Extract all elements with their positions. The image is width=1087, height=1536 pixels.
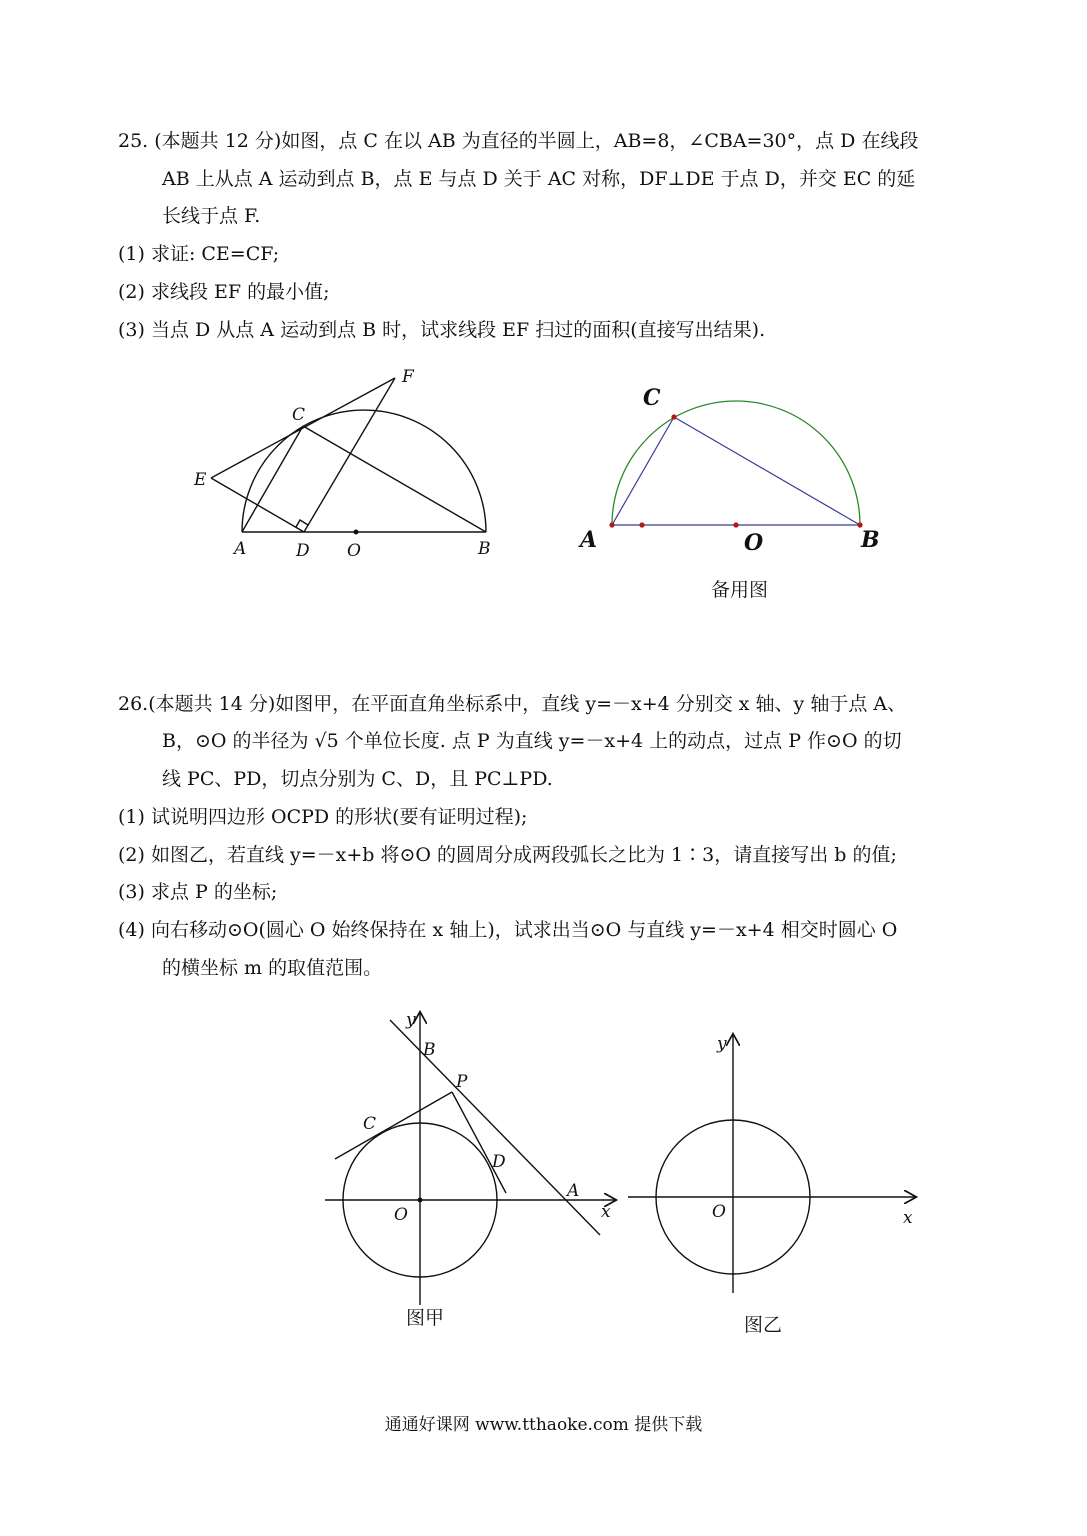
q26-part-4: (4) 向右移动⊙O(圆心 O 始终保持在 x 轴上)，试求出当⊙O 与直线 y=－x+4 相交时圆心 O <box>118 919 898 941</box>
q26-line-1: 26.(本题共 14 分)如图甲，在平面直角坐标系中，直线 y=－x+4 分别交 x 轴、y 轴于点 A、 <box>118 693 907 715</box>
q25-part-1: (1) 求证: CE=CF; <box>118 243 280 265</box>
axis-label-y: y <box>717 1034 727 1054</box>
segment-ed <box>211 478 304 532</box>
label-e: E <box>194 470 207 490</box>
backup-label-a: A <box>580 527 598 553</box>
q25-figure-main <box>180 360 520 570</box>
line-ab <box>390 1020 600 1235</box>
backup-figure-caption: 备用图 <box>711 579 769 601</box>
label-p: P <box>456 1072 468 1092</box>
q26-line-3: 线 PC、PD，切点分别为 C、D，且 PC⊥PD. <box>162 768 553 790</box>
axis-label-y: y <box>406 1010 416 1030</box>
q26-part-2: (2) 如图乙，若直线 y=－x+b 将⊙O 的圆周分成两段弧长之比为 1∶3，请直接写出 b 的值; <box>118 844 897 866</box>
right-angle-mark <box>296 520 308 527</box>
figure-a-caption: 图甲 <box>406 1307 445 1329</box>
q25-figure-backup <box>575 375 905 565</box>
label-o: O <box>394 1205 408 1225</box>
q26-figure-a <box>320 1005 630 1305</box>
label-o: O <box>347 541 361 561</box>
label-d: D <box>296 541 310 561</box>
segment-ac <box>242 426 303 532</box>
axis-label-x: x <box>903 1208 913 1228</box>
label-b: B <box>478 539 491 559</box>
label-a: A <box>567 1181 580 1201</box>
point-c <box>671 414 676 419</box>
q26-line-2: B，⊙O 的半径为 √5 个单位长度. 点 P 为直线 y=－x+4 上的动点，过点 P 作⊙O 的切 <box>162 730 902 752</box>
label-d: D <box>492 1152 506 1172</box>
semicircle-arc <box>242 410 486 532</box>
label-o: O <box>712 1202 726 1222</box>
q25-part-3: (3) 当点 D 从点 A 运动到点 B 时，试求线段 EF 扫过的面积(直接写出结果). <box>118 319 766 341</box>
q25-line-1: 25. (本题共 12 分)如图，点 C 在以 AB 为直径的半圆上，AB=8，∠CBA=30°，点 D 在线段 <box>118 130 919 152</box>
point-d <box>639 522 644 527</box>
label-a: A <box>234 539 247 559</box>
backup-segment-cb <box>674 417 860 525</box>
segment-cb <box>303 426 486 532</box>
tangent-pc <box>335 1092 452 1159</box>
axis-label-x: x <box>601 1202 611 1222</box>
q26-part-1: (1) 试说明四边形 OCPD 的形状(要有证明过程); <box>118 806 528 828</box>
label-c: C <box>292 405 306 425</box>
q26-part-3: (3) 求点 P 的坐标; <box>118 881 278 903</box>
backup-label-c: C <box>643 385 661 411</box>
backup-segment-ac <box>612 417 674 525</box>
origin-point <box>418 1198 423 1203</box>
q25-line-3: 长线于点 F. <box>162 205 261 227</box>
figure-b-caption: 图乙 <box>744 1314 783 1336</box>
center-point-o <box>354 530 359 535</box>
point-o <box>733 522 738 527</box>
segment-df <box>304 378 395 532</box>
backup-label-b: B <box>861 527 880 553</box>
backup-label-o: O <box>744 530 764 556</box>
q25-part-2: (2) 求线段 EF 的最小值; <box>118 281 330 303</box>
q26-figure-b <box>625 1025 925 1315</box>
point-a <box>609 522 614 527</box>
label-c: C <box>363 1114 377 1134</box>
q26-part-4-cont: 的横坐标 m 的取值范围。 <box>162 957 383 979</box>
tangent-pd <box>452 1092 506 1193</box>
label-f: F <box>402 367 414 387</box>
label-b: B <box>423 1040 436 1060</box>
page-footer: 通通好课网 www.tthaoke.com 提供下载 <box>384 1415 703 1435</box>
q25-line-2: AB 上从点 A 运动到点 B，点 E 与点 D 关于 AC 对称，DF⊥DE 于点 D，并交 EC 的延 <box>162 168 916 190</box>
backup-arc <box>612 401 860 525</box>
